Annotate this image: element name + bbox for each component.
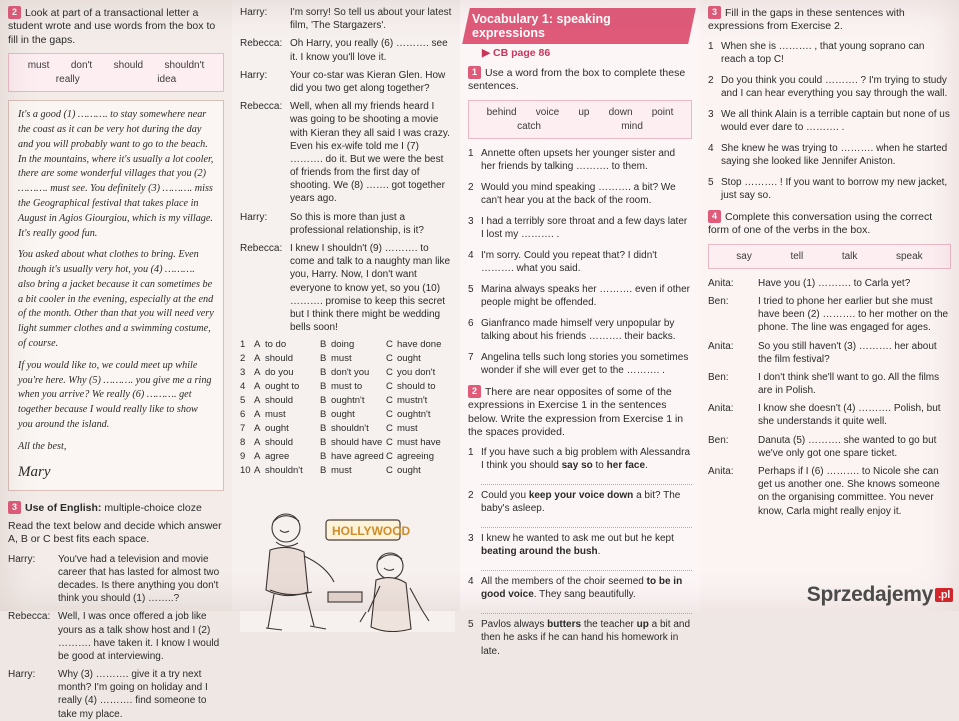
option-letter-a: A <box>254 381 261 393</box>
column-2 <box>232 0 460 611</box>
word-box-word: speak <box>896 250 923 262</box>
option-number: 6 <box>240 409 246 421</box>
word-box-row <box>17 74 215 85</box>
question-item <box>468 147 692 174</box>
vocabulary-section-banner <box>462 8 696 44</box>
option-c-text[interactable]: mustn't <box>397 395 428 407</box>
option-letter-a: A <box>254 367 261 379</box>
option-row <box>240 381 452 392</box>
question-number: 6 <box>468 317 474 329</box>
option-c-text[interactable]: must have <box>397 437 441 449</box>
letter-paragraph: You asked about what clothes to bring. Even though it's usually very hot, you (4) ………. also bring a jacket because it can sometimes be a bit cooler in the evening, especially at the end of the month. Other than that you will need very light summer clothes and a swimming costume, of course. <box>18 249 214 350</box>
word-box-word: tell <box>790 250 804 262</box>
dialogue-line <box>708 434 951 460</box>
question-text[interactable]: Gianfranco made himself very unpopular by talking about his friends ………. their backs. <box>481 317 676 343</box>
option-letter-c: C <box>386 423 393 435</box>
option-a-text[interactable]: agree <box>265 451 290 463</box>
speaker-name: Ben: <box>708 434 729 446</box>
option-b-text[interactable]: oughtn't <box>331 395 365 407</box>
speaker-name: Harry: <box>8 669 36 681</box>
question-item <box>468 215 692 242</box>
exercise-number-badge: 2 <box>468 385 481 398</box>
option-letter-c: C <box>386 353 393 365</box>
option-letter-a: A <box>254 409 261 421</box>
option-letter-b: B <box>320 465 327 477</box>
option-letter-c: C <box>386 465 393 477</box>
speaker-text: Oh Harry, you really (6) ………. see it. I know you'll love it. <box>290 38 448 63</box>
answer-line[interactable] <box>481 475 692 485</box>
option-row <box>240 451 452 462</box>
word-box-word: say <box>736 250 752 262</box>
exercise-number-badge: 2 <box>8 6 21 19</box>
option-number: 4 <box>240 381 246 393</box>
cartoon-illustration <box>240 482 452 632</box>
speaker-name: Ben: <box>708 371 729 383</box>
speaker-name: Rebecca: <box>240 243 283 254</box>
exercise-number-badge: 4 <box>708 210 721 223</box>
vocab-exercise-1-rubric <box>468 66 692 94</box>
question-item <box>468 283 692 310</box>
option-row <box>240 395 452 406</box>
watermark-text: Sprzedajemy <box>806 583 934 606</box>
question-item <box>708 108 951 135</box>
question-item <box>708 40 951 67</box>
question-text[interactable]: I had a terribly sore throat and a few days later I lost my ………. . <box>481 215 688 241</box>
multiple-choice-options <box>240 339 452 476</box>
option-number: 9 <box>240 451 246 463</box>
question-item <box>468 489 692 516</box>
question-text[interactable]: Angelina tells such long stories you sometimes wonder if she will ever get to the ………. . <box>481 351 689 377</box>
option-letter-a: A <box>254 423 261 435</box>
column-1 <box>0 0 232 720</box>
word-box-word: mind <box>621 120 643 132</box>
vocab-exercise-4-rubric <box>708 210 951 238</box>
option-row <box>240 465 452 476</box>
vocab-exercise-1-instruction: Use a word from the box to complete these sentences. <box>468 67 686 93</box>
option-a-text[interactable]: should <box>265 437 293 449</box>
option-number: 2 <box>240 353 246 365</box>
speaker-text: I knew I shouldn't (9) ………. to come and talk to a naughty man like you, Harry. Now, I don't want everyone to know yet, so you (10) ………. promise to keep this secret but I think there might be wedding bells soon! <box>290 243 451 334</box>
option-letter-c: C <box>386 367 393 379</box>
option-b-text[interactable]: shouldn't <box>331 423 369 435</box>
speaker-text[interactable]: So you still haven't (3) ………. her about the film festival? <box>758 340 937 365</box>
option-letter-c: C <box>386 437 393 449</box>
question-text[interactable]: Marina always speaks her ………. even if other people might be offended. <box>481 283 690 309</box>
option-a-text[interactable]: do you <box>265 367 294 379</box>
question-item <box>468 446 692 473</box>
option-row <box>240 437 452 448</box>
option-letter-c: C <box>386 381 393 393</box>
speaker-text[interactable]: Have you (1) ………. to Carla yet? <box>758 277 911 289</box>
option-letter-c: C <box>386 409 393 421</box>
vocab-exercise-4-dialogue <box>708 277 951 518</box>
option-letter-b: B <box>320 409 327 421</box>
option-letter-a: A <box>254 465 261 477</box>
vocab-exercise-2-items <box>468 446 692 659</box>
word-box-word: catch <box>517 120 541 132</box>
dialogue-line <box>240 242 452 334</box>
option-a-text[interactable]: shouldn't <box>265 465 303 477</box>
dialogue-line <box>240 100 452 206</box>
question-text[interactable]: Annette often upsets her younger sister and her friends by talking ………. to them. <box>481 147 676 173</box>
option-c-text[interactable]: must <box>397 423 418 435</box>
question-item <box>468 351 692 378</box>
vocab-exercise-3-items <box>708 40 951 203</box>
speaker-name: Anita: <box>708 277 734 289</box>
vocab-exercise-1-items <box>468 147 692 378</box>
word-box-word: should <box>113 60 144 72</box>
dialogue-line <box>8 668 224 721</box>
question-number: 3 <box>468 532 474 544</box>
word-box-word: idea <box>157 74 177 86</box>
dialogue-line <box>240 6 452 32</box>
speaker-text: I'm sorry! So tell us about your latest film, 'The Stargazers'. <box>290 7 452 32</box>
vocab-exercise-2-rubric <box>468 385 692 440</box>
exercise-3-subtitle: multiple-choice cloze <box>104 502 202 515</box>
option-a-text[interactable]: should <box>265 395 293 407</box>
option-a-text[interactable]: must <box>265 409 286 421</box>
option-number: 5 <box>240 395 246 407</box>
letter-paragraph: If you would like to, we could meet up while you're here. Why (5) ………. you give me a ring when you arrive? We really (6) ………. get together because I would really like to show you around the island. <box>18 359 212 430</box>
exercise-2-rubric <box>8 6 224 47</box>
option-b-text[interactable]: must <box>331 465 352 477</box>
word-box-word: point <box>651 106 674 118</box>
word-box-word: talk <box>841 250 858 262</box>
option-c-text[interactable]: ought <box>397 465 421 477</box>
word-box-word: really <box>55 74 80 86</box>
option-letter-a: A <box>254 395 261 407</box>
option-c-text[interactable]: agreeing <box>397 451 434 463</box>
speaker-text[interactable]: I don't think she'll want to go. All the films are in Polish. <box>758 371 940 397</box>
option-letter-b: B <box>320 353 327 365</box>
speaker-text[interactable]: Danuta (5) ………. she wanted to go but we've only got one spare ticket. <box>758 434 937 459</box>
question-text[interactable]: If you have such a big problem with Alessandra I think you should say so to her face. <box>481 446 691 472</box>
option-letter-b: B <box>320 339 327 351</box>
word-box-word: don't <box>70 60 93 72</box>
question-item <box>708 74 951 101</box>
option-letter-b: B <box>320 451 327 463</box>
question-number: 1 <box>468 446 474 458</box>
speaker-text: Your co-star was Kieran Glen. How did you two get along together? <box>290 69 446 94</box>
letter-signature: Mary <box>18 463 51 480</box>
speaker-name: Rebecca: <box>240 38 283 50</box>
question-number: 3 <box>708 108 714 120</box>
word-box-word: shouldn't <box>164 60 205 72</box>
dialogue-line <box>708 371 951 397</box>
cartoon-caption-text: HOLLYWOOD <box>332 524 411 539</box>
letter-closing: All the best, <box>18 440 67 452</box>
option-letter-c: C <box>386 451 393 463</box>
option-row <box>240 339 452 350</box>
option-a-text[interactable]: ought <box>265 423 289 435</box>
dialogue-line <box>240 37 452 63</box>
question-text[interactable]: Could you keep your voice down a bit? The baby's asleep. <box>481 489 681 515</box>
speaker-name: Anita: <box>708 340 734 352</box>
option-letter-b: B <box>320 437 327 449</box>
cartoon-svg <box>240 482 455 632</box>
letter-paragraph: It's a good (1) ………. to stay somewhere near the coast as it can be very hot during the day and you will probably want to go to the beach. In the mountains, where it's usually a lot cooler, there are some wonderful villages that you (2) ………. must see. You definitely (3) ………. miss the Geographical festival that takes place in August in Agios Giourgiou, which is my village. It's really good fun. <box>18 109 214 239</box>
word-box-word: behind <box>486 106 517 118</box>
dialogue-line <box>708 277 951 290</box>
option-row <box>240 423 452 434</box>
question-item <box>468 249 692 276</box>
option-c-text[interactable]: you don't <box>397 367 436 379</box>
option-letter-b: B <box>320 381 327 393</box>
question-item <box>708 176 951 203</box>
speaker-text[interactable]: Perhaps if I (6) ………. to Nicole she can get us another one. She knows someone on the organising committee. You never know, Carla might really enjoy it. <box>758 466 940 517</box>
word-box-row <box>477 121 683 132</box>
watermark <box>807 583 953 607</box>
word-box-word: down <box>608 106 633 118</box>
vocab-exercise-3-rubric <box>708 6 951 34</box>
question-text[interactable]: When she is ………. , that young soprano can reach a top C! <box>721 40 925 66</box>
question-text[interactable]: All the members of the choir seemed to be in good voice. They sang beautifully. <box>481 575 683 601</box>
speaker-name: Rebecca: <box>240 101 283 113</box>
question-item <box>468 532 692 559</box>
question-number: 2 <box>468 181 474 193</box>
exercise-3-heading <box>8 501 224 515</box>
option-letter-a: A <box>254 353 261 365</box>
option-letter-c: C <box>386 339 393 351</box>
question-number: 5 <box>708 176 714 188</box>
speaker-name: Harry: <box>8 553 36 565</box>
vocab-exercise-1-word-box <box>468 100 692 139</box>
question-text[interactable]: Stop ………. ! If you want to borrow my new jacket, just say so. <box>721 176 948 202</box>
answer-line[interactable] <box>481 561 692 571</box>
option-number: 8 <box>240 437 246 449</box>
question-text[interactable]: Would you mind speaking ………. a bit? We can't hear you at the back of the room. <box>481 181 676 207</box>
question-number: 4 <box>468 575 474 587</box>
speaker-name: Anita: <box>708 403 734 415</box>
dialogue-line <box>240 211 452 237</box>
option-letter-b: B <box>320 367 327 379</box>
option-b-text[interactable]: must <box>331 353 352 365</box>
option-row <box>240 353 452 364</box>
exercise-3-dialogue-part1 <box>8 553 224 721</box>
dialogue-line <box>240 69 452 95</box>
question-number: 3 <box>468 215 474 227</box>
dialogue-line <box>708 340 951 366</box>
speaker-name: Anita: <box>708 466 734 477</box>
exercise-number-badge: 1 <box>468 66 481 79</box>
option-a-text[interactable]: to do <box>265 339 287 351</box>
question-number: 1 <box>468 147 474 159</box>
exercise-2-word-box <box>8 53 224 92</box>
option-letter-b: B <box>320 395 327 407</box>
speaker-name: Harry: <box>240 7 268 18</box>
exercise-2-instruction: Look at part of a transactional letter a student wrote and use words from the box to fill in the gaps. <box>8 7 216 46</box>
option-letter-a: A <box>254 339 261 351</box>
dialogue-line <box>708 402 951 428</box>
word-box-word: voice <box>535 106 560 118</box>
option-c-text[interactable]: should to <box>397 381 436 393</box>
question-text[interactable]: Pavlos always butters the teacher up a bit and then he asks if he can hand his homework in late. <box>481 618 691 657</box>
transactional-letter-extract <box>8 100 224 491</box>
watermark-badge: .pl <box>935 588 953 602</box>
speaker-name: Harry: <box>240 69 268 81</box>
word-box-word: up <box>578 106 590 118</box>
speaker-name: Ben: <box>708 295 729 307</box>
option-letter-c: C <box>386 395 393 407</box>
question-number: 4 <box>468 249 474 261</box>
coursebook-reference[interactable]: ▶ CB page 86 <box>482 47 551 59</box>
speaker-name: Harry: <box>240 211 268 223</box>
question-number: 7 <box>468 351 474 363</box>
question-text[interactable]: Do you think you could ………. ? I'm trying to study and I can hear everything you say through the wall. <box>721 74 948 100</box>
speaker-text: Why (3) ………. give it a try next month? I'm going on holiday and I really (4) ………. find someone to take my place. <box>58 669 208 720</box>
word-box-row <box>477 107 683 118</box>
exercise-number-badge: 3 <box>708 6 721 19</box>
option-number: 7 <box>240 423 246 435</box>
exercise-3-dialogue-part2 <box>240 6 452 334</box>
question-number: 1 <box>708 40 714 52</box>
question-text[interactable]: She knew he was trying to ………. when he started saying she looked like Jennifer Aniston. <box>721 142 948 168</box>
question-item <box>468 181 692 208</box>
exercise-3-instruction: Read the text below and decide which answer A, B or C best fits each space. <box>8 519 222 546</box>
option-b-text[interactable]: don't you <box>331 367 370 379</box>
question-number: 2 <box>708 74 714 86</box>
question-item <box>708 142 951 169</box>
option-c-text[interactable]: ought <box>397 353 421 365</box>
answer-line[interactable] <box>481 518 692 528</box>
dialogue-line <box>8 553 224 606</box>
option-number: 1 <box>240 339 246 351</box>
option-a-text[interactable]: ought to <box>265 381 300 393</box>
option-c-text[interactable]: oughtn't <box>397 409 431 421</box>
dialogue-line <box>708 295 951 335</box>
question-text[interactable]: I'm sorry. Could you repeat that? I didn't ………. what you said. <box>481 249 657 275</box>
speaker-text[interactable]: I know she doesn't (4) ………. Polish, but she understands it quite well. <box>758 403 941 428</box>
option-row <box>240 409 452 420</box>
question-item <box>468 317 692 344</box>
option-b-text[interactable]: ought <box>331 409 355 421</box>
option-letter-a: A <box>254 451 261 463</box>
dialogue-line <box>708 465 951 518</box>
vocab-exercise-4-word-box <box>708 244 951 269</box>
column-4 <box>700 0 959 611</box>
option-b-text[interactable]: have agreed <box>331 451 384 463</box>
question-text[interactable]: I knew he wanted to ask me out but he kept beating around the bush. <box>481 532 674 558</box>
question-item <box>468 618 692 659</box>
speaker-name: Rebecca: <box>8 611 51 623</box>
speaker-text[interactable]: I tried to phone her earlier but she must have been (2) ………. to her mother on the phone. The line was engaged for ages. <box>758 295 949 334</box>
word-box-row <box>17 60 215 71</box>
word-box-row <box>717 251 942 262</box>
speaker-text: Well, I was once offered a job like yours as a talk show host and I (2) ………. have taken it. I know I would be good at interviewing. <box>58 611 220 662</box>
speaker-text: So this is more than just a professional relationship, is it? <box>290 211 424 236</box>
vocab-exercise-4-instruction: Complete this conversation using the correct form of one of the verbs in the box. <box>708 210 933 237</box>
question-number: 4 <box>708 142 714 154</box>
question-number: 5 <box>468 283 474 295</box>
option-number: 10 <box>240 465 251 477</box>
option-number: 3 <box>240 367 246 379</box>
question-number: 2 <box>468 489 474 501</box>
option-letter-b: B <box>320 423 327 435</box>
speaker-text: Well, when all my friends heard I was going to be shooting a movie with Kieran they all said I was crazy. Even his ex-wife told me I (7) ………. do it. But we were the best of friends from the first day of shooting. We (8) ……. got together years ago. <box>290 101 450 205</box>
exercise-number-badge: 3 <box>8 501 21 514</box>
option-b-text[interactable]: should have <box>331 437 383 449</box>
option-letter-a: A <box>254 437 261 449</box>
exercise-3-title: Use of English: <box>25 502 102 515</box>
speaker-text: You've had a television and movie career that has lasted for almost two decades. Is there anything you don't think you should (1) ……..? <box>58 553 220 605</box>
column-3 <box>460 0 700 657</box>
option-row <box>240 367 452 378</box>
answer-line[interactable] <box>481 604 692 614</box>
vocabulary-banner-label: Vocabulary 1: speaking expressions <box>472 12 611 40</box>
dialogue-line <box>8 610 224 663</box>
vocab-exercise-3-instruction: Fill in the gaps in these sentences with expressions from Exercise 2. <box>708 7 905 33</box>
option-a-text[interactable]: should <box>265 353 293 365</box>
question-item <box>468 575 692 602</box>
option-c-text[interactable]: have done <box>397 339 442 351</box>
word-box-word: must <box>27 60 50 72</box>
question-number: 5 <box>468 618 474 630</box>
option-b-text[interactable]: must to <box>331 381 363 393</box>
option-b-text[interactable]: doing <box>331 339 355 351</box>
question-text[interactable]: We all think Alain is a terrible captain but none of us would ever dare to ………. . <box>721 108 950 134</box>
vocab-exercise-2-instruction: There are near opposites of some of the expressions in Exercise 1 in the sentences below. Write the expression from Exercise 1 in the spaces provided. <box>468 385 684 439</box>
